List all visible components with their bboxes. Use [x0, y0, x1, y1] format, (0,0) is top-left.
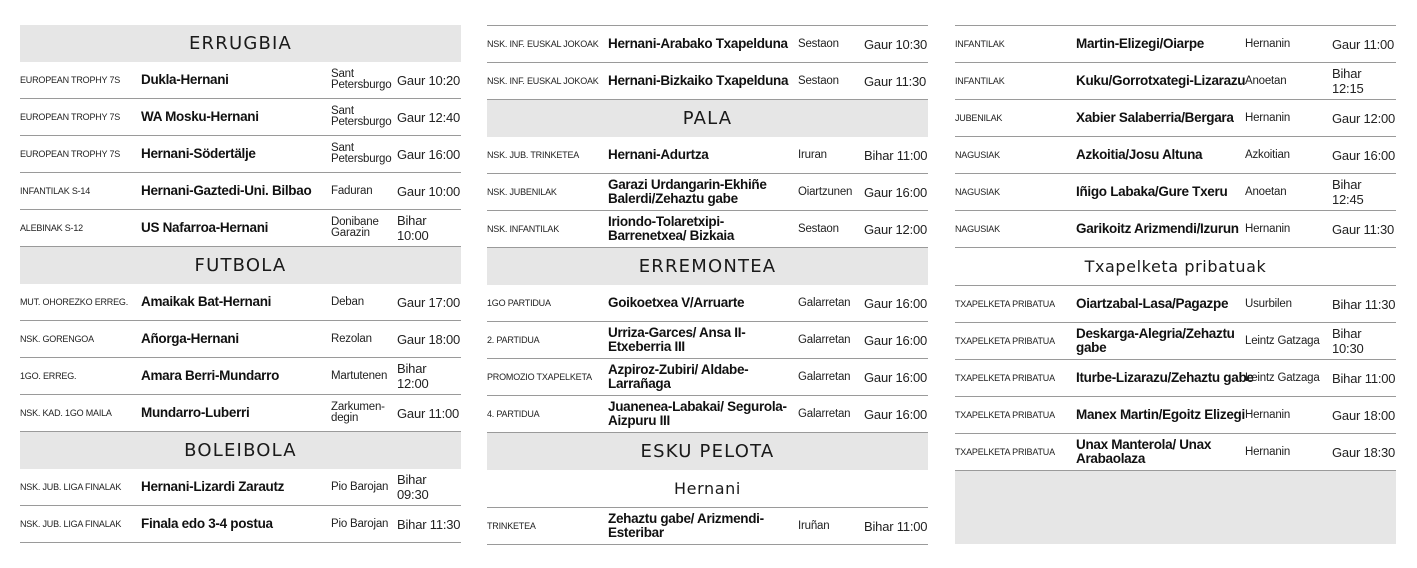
category-label: TXAPELKETA PRIBATUA: [955, 447, 1055, 457]
category-label: NSK. KAD. 1GO MAILA: [20, 408, 112, 418]
schedule-row: [487, 63, 928, 100]
match-name: Martin-Elizegi/Oiarpe: [1076, 36, 1204, 51]
venue-name: Sestaon: [798, 222, 839, 235]
schedule-row: [20, 506, 461, 543]
category-label: 2. PARTIDUA: [487, 335, 540, 345]
match-name: Zehaztu gabe/ Arizmendi-Esteribar: [608, 511, 764, 540]
schedule-row: [20, 321, 461, 358]
schedule-row: [487, 25, 928, 63]
match-time: Gaur 18:00: [397, 331, 461, 347]
category-label: TRINKETEA: [487, 521, 536, 531]
category-label: NSK. INF. EUSKAL JOKOAK: [487, 76, 599, 86]
match-time: Gaur 11:30: [1332, 221, 1395, 237]
match-time: Gaur 16:00: [864, 184, 928, 200]
venue-name: Rezolan: [331, 332, 372, 345]
category-label: INFANTILAK S-14: [20, 186, 91, 196]
match-time: Gaur 17:00: [397, 294, 461, 310]
category-label: NSK. GORENGOA: [20, 334, 94, 344]
category-label: INFANTILAK: [955, 76, 1005, 86]
erremontea-rows: [487, 285, 928, 433]
venue-name: Faduran: [331, 184, 373, 197]
venue-name: Leintz Gatzaga: [1245, 334, 1320, 347]
empty-filler-box: [955, 471, 1396, 544]
match-time: Gaur 10:30: [864, 36, 928, 52]
match-name: Amara Berri-Mundarro: [141, 368, 280, 383]
match-time: Gaur 18:30: [1332, 444, 1396, 460]
category-label: TXAPELKETA PRIBATUA: [955, 410, 1055, 420]
match-name: Hernani-Södertälje: [141, 146, 256, 161]
category-label: MUT. OHOREZKO ERREG.: [20, 297, 129, 307]
category-label: EUROPEAN TROPHY 7S: [20, 75, 121, 85]
schedule-column-3: [955, 25, 1396, 544]
section-header-boleibola: BOLEIBOLA: [20, 432, 461, 469]
venue-name: Iruran: [798, 148, 827, 161]
schedule-row: [20, 99, 461, 136]
venue-name: Galarretan: [798, 296, 851, 309]
esku-pelota-rows: [487, 508, 928, 545]
match-time: Bihar 09:30: [397, 472, 429, 502]
venue-name: Azkoitian: [1245, 148, 1290, 161]
venue-name: Hernanin: [1245, 222, 1291, 235]
match-name: Hernani-Bizkaiko Txapelduna: [608, 73, 789, 88]
schedule-row: [955, 323, 1396, 360]
match-name: Juanenea-Labakai/ Segurola-Aizpuru III: [608, 399, 787, 428]
schedule-row: [487, 137, 928, 174]
match-time: Gaur 11:00: [1332, 36, 1395, 52]
schedule-row: [20, 469, 461, 506]
schedule-row: [487, 211, 928, 248]
schedule-row: [955, 25, 1396, 63]
match-name: Hernani-Arabako Txapelduna: [608, 36, 788, 51]
match-time: Gaur 12:00: [864, 221, 928, 237]
match-name: Amaikak Bat-Hernani: [141, 294, 272, 309]
category-label: NSK. JUB. LIGA FINALAK: [20, 519, 122, 529]
euskal-jokoak-rows: [487, 25, 928, 100]
errugbia-rows: [20, 62, 461, 247]
match-time: Gaur 16:00: [397, 146, 461, 162]
venue-name: Zarkumen-degin: [331, 401, 385, 424]
match-time: Gaur 11:30: [864, 73, 927, 89]
match-name: Hernani-Lizardi Zarautz: [141, 479, 285, 494]
venue-name: Galarretan: [798, 407, 851, 420]
venue-name: Hernanin: [1245, 445, 1291, 458]
match-time: Gaur 16:00: [864, 369, 928, 385]
schedule-row: [487, 322, 928, 359]
venue-name: Sant Petersburgo: [331, 68, 392, 91]
match-name: Dukla-Hernani: [141, 72, 229, 87]
section-header-esku-pelota: ESKU PELOTA: [487, 433, 928, 470]
schedule-row: [955, 360, 1396, 397]
subsection-header-txapelketa-pribatuak: Txapelketa pribatuak: [955, 248, 1396, 286]
match-name: Urriza-Garces/ Ansa II-Etxeberria III: [608, 325, 746, 354]
match-name: Unax Manterola/ Unax Arabaolaza: [1076, 437, 1212, 466]
venue-name: Martutenen: [331, 369, 388, 382]
category-label: NSK. JUB. LIGA FINALAK: [20, 482, 122, 492]
match-name: Añorga-Hernani: [141, 331, 239, 346]
schedule-row: [955, 286, 1396, 323]
schedule-row: [955, 397, 1396, 434]
category-label: NAGUSIAK: [955, 150, 1000, 160]
venue-name: Usurbilen: [1245, 297, 1292, 310]
match-name: Iriondo-Tolaretxipi-Barrenetxea/ Bizkaia: [608, 214, 735, 243]
schedule-column-2: [487, 25, 928, 545]
category-label: NAGUSIAK: [955, 224, 1000, 234]
category-label: ALEBINAK S-12: [20, 223, 83, 233]
category-label: EUROPEAN TROPHY 7S: [20, 112, 121, 122]
match-name: WA Mosku-Hernani: [141, 109, 259, 124]
venue-name: Sestaon: [798, 37, 839, 50]
pala-rows: [487, 137, 928, 248]
match-time: Gaur 12:00: [1332, 110, 1396, 126]
match-name: Iturbe-Lizarazu/Zehaztu gabe: [1076, 370, 1254, 385]
section-header-futbola: FUTBOLA: [20, 247, 461, 284]
match-time: Gaur 10:20: [397, 72, 461, 88]
section-header-erremontea: ERREMONTEA: [487, 248, 928, 285]
txapelketa-pribatuak-rows: [955, 286, 1396, 471]
match-name: Finala edo 3-4 postua: [141, 516, 273, 531]
match-time: Bihar 12:15: [1332, 66, 1364, 96]
category-label: 4. PARTIDUA: [487, 409, 540, 419]
match-time: Gaur 10:00: [397, 183, 461, 199]
match-name: Garazi Urdangarin-Ekhiñe Balerdi/Zehaztu gabe: [608, 177, 767, 206]
schedule-row: [20, 136, 461, 173]
venue-name: Oiartzunen: [798, 185, 853, 198]
category-label: 1GO. ERREG.: [20, 371, 77, 381]
match-time: Gaur 16:00: [1332, 147, 1396, 163]
schedule-row: [20, 210, 461, 247]
category-label: NSK. INF. EUSKAL JOKOAK: [487, 39, 599, 49]
match-time: Gaur 16:00: [864, 332, 928, 348]
venue-name: Pio Barojan: [331, 480, 389, 493]
category-label: TXAPELKETA PRIBATUA: [955, 299, 1055, 309]
venue-name: Galarretan: [798, 370, 851, 383]
pelota-top-rows: [955, 25, 1396, 248]
venue-name: Iruñan: [798, 519, 830, 532]
match-name: US Nafarroa-Hernani: [141, 220, 269, 235]
schedule-row: [955, 211, 1396, 248]
match-name: Mundarro-Luberri: [141, 405, 250, 420]
boleibola-rows: [20, 469, 461, 543]
match-name: Garikoitz Arizmendi/Izurun: [1076, 221, 1239, 236]
match-name: Xabier Salaberria/Bergara: [1076, 110, 1234, 125]
schedule-row: [487, 359, 928, 396]
venue-name: Sant Petersburgo: [331, 142, 392, 165]
venue-name: Hernanin: [1245, 37, 1291, 50]
match-time: Gaur 12:40: [397, 109, 461, 125]
match-name: Azpiroz-Zubiri/ Aldabe-Larrañaga: [608, 362, 749, 391]
schedule-row: [20, 284, 461, 321]
match-name: Kuku/Gorrotxategi-Lizarazu: [1076, 73, 1246, 88]
match-name: Azkoitia/Josu Altuna: [1076, 147, 1203, 162]
match-time: Bihar 12:45: [1332, 177, 1364, 207]
venue-name: Leintz Gatzaga: [1245, 371, 1320, 384]
venue-name: Deban: [331, 295, 364, 308]
schedule-row: [955, 174, 1396, 211]
schedule-row: [487, 508, 928, 545]
match-time: Gaur 11:00: [397, 405, 460, 421]
schedule-row: [20, 62, 461, 99]
schedule-row: [955, 100, 1396, 137]
venue-name: Sestaon: [798, 74, 839, 87]
category-label: NSK. INFANTILAK: [487, 224, 560, 234]
schedule-row: [955, 137, 1396, 174]
schedule-row: [20, 358, 461, 395]
category-label: INFANTILAK: [955, 39, 1005, 49]
match-time: Bihar 11:00: [864, 518, 928, 534]
section-header-errugbia: ERRUGBIA: [20, 25, 461, 62]
match-time: Gaur 16:00: [864, 295, 928, 311]
match-time: Bihar 10:30: [1332, 326, 1364, 356]
match-name: Oiartzabal-Lasa/Pagazpe: [1076, 296, 1229, 311]
schedule-row: [20, 173, 461, 210]
venue-name: Anoetan: [1245, 74, 1287, 87]
futbola-rows: [20, 284, 461, 432]
match-name: Manex Martin/Egoitz Elizegi: [1076, 407, 1245, 422]
section-header-pala: PALA: [487, 100, 928, 137]
schedule-column-1: [20, 25, 461, 543]
subsection-header-hernani: Hernani: [487, 470, 928, 508]
match-time: Bihar 12:00: [397, 361, 429, 391]
venue-name: Anoetan: [1245, 185, 1287, 198]
venue-name: Donibane Garazin: [331, 216, 379, 239]
match-name: Hernani-Gaztedi-Uni. Bilbao: [141, 183, 312, 198]
category-label: TXAPELKETA PRIBATUA: [955, 336, 1055, 346]
match-time: Bihar 11:30: [397, 516, 461, 532]
category-label: PROMOZIO TXAPELKETA: [487, 372, 592, 382]
category-label: EUROPEAN TROPHY 7S: [20, 149, 121, 159]
venue-name: Pio Barojan: [331, 517, 389, 530]
match-time: Bihar 11:00: [1332, 370, 1396, 386]
match-name: Iñigo Labaka/Gure Txeru: [1076, 184, 1228, 199]
category-label: NSK. JUB. TRINKETEA: [487, 150, 580, 160]
category-label: 1GO PARTIDUA: [487, 298, 551, 308]
schedule-row: [487, 285, 928, 322]
venue-name: Hernanin: [1245, 408, 1291, 421]
category-label: NAGUSIAK: [955, 187, 1000, 197]
match-time: Gaur 16:00: [864, 406, 928, 422]
match-name: Goikoetxea V/Arruarte: [608, 295, 745, 310]
match-time: Bihar 10:00: [397, 213, 429, 243]
match-time: Bihar 11:00: [864, 147, 928, 163]
category-label: JUBENILAK: [955, 113, 1003, 123]
schedule-row: [487, 396, 928, 433]
venue-name: Sant Petersburgo: [331, 105, 392, 128]
venue-name: Galarretan: [798, 333, 851, 346]
category-label: NSK. JUBENILAK: [487, 187, 557, 197]
schedule-row: [20, 395, 461, 432]
category-label: TXAPELKETA PRIBATUA: [955, 373, 1055, 383]
venue-name: Hernanin: [1245, 111, 1291, 124]
match-time: Gaur 18:00: [1332, 407, 1396, 423]
schedule-row: [955, 434, 1396, 471]
match-time: Bihar 11:30: [1332, 296, 1396, 312]
match-name: Hernani-Adurtza: [608, 147, 709, 162]
schedule-row: [487, 174, 928, 211]
match-name: Deskarga-Alegria/Zehaztu gabe: [1076, 326, 1235, 355]
schedule-row: [955, 63, 1396, 100]
